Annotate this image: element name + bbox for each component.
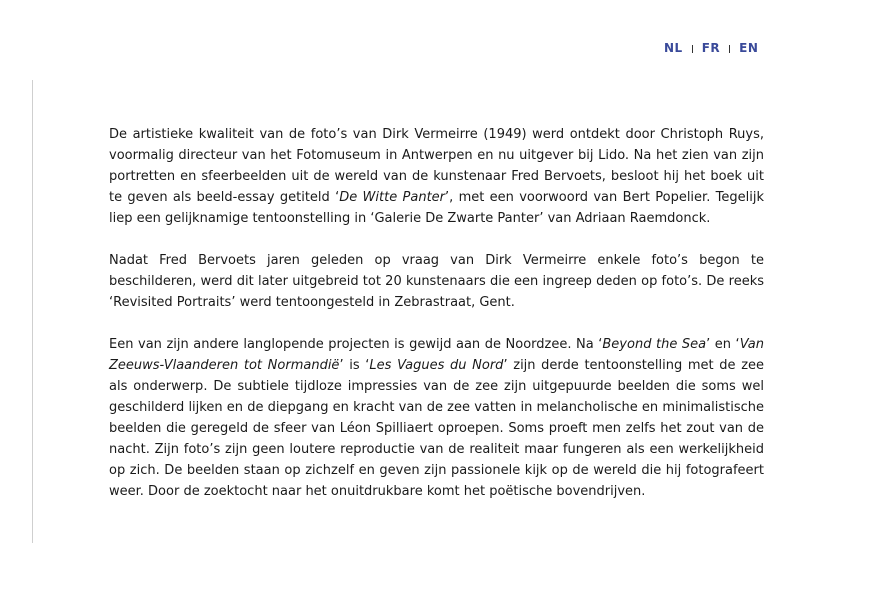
italic-title: Van Zeeuws-Vlaanderen tot Normandië xyxy=(109,337,764,373)
lang-link-en[interactable]: EN xyxy=(739,41,759,55)
lang-separator xyxy=(692,45,693,53)
article-body xyxy=(109,124,764,502)
language-switcher xyxy=(664,41,758,55)
paragraph-3 xyxy=(109,334,764,502)
text-segment: De artistieke kwaliteit van de foto’s van Dirk Vermeirre (1949) werd ontdekt door Christoph Ruys, voormalig directeur van het Fotomuseum in Antwerpen en nu uitgever bij Lido. Na het zien van zijn portretten en sfeerbeelden uit de wereld van de kunstenaar Fred Bervoets, besloot hij het boek uit te geven als beeld-essay getiteld ‘ xyxy=(109,127,764,205)
text-segment: ’ zijn derde tentoonstelling met de zee als onderwerp. De subtiele tijdloze impressies van de zee zijn uitgepuurde beelden die soms wel geschilderd lijken en de diepgang en kracht van de zee vatten in melancholische en minimalistische beelden die geregeld de sfeer van Léon Spilliaert oproepen. Soms proeft men zelfs het zout van de nacht. Zijn foto’s zijn geen loutere reproductie van de realiteit maar fungeren als een werkelijkheid op zich. De beelden staan op zichzelf en geven zijn passionele kijk op de wereld die hij fotografeert weer. Door de zoektocht naar het onuitdrukbare komt het poëtische bovendrijven. xyxy=(109,358,765,499)
paragraph-2 xyxy=(109,250,764,313)
lang-separator xyxy=(729,45,730,53)
italic-title: De Witte Panter xyxy=(339,190,446,205)
paragraph-1 xyxy=(109,124,764,229)
italic-title: Beyond the Sea xyxy=(602,337,707,352)
lang-link-nl[interactable]: NL xyxy=(664,41,683,55)
text-segment: ’ is ‘ xyxy=(339,358,370,373)
left-vertical-rule xyxy=(32,80,33,543)
text-segment: ’, met een voorwoord van Bert Popelier. Tegelijk liep een gelijknamige tentoonstelling in ‘Galerie De Zwarte Panter’ van Adriaan Raemdonck. xyxy=(109,190,764,226)
lang-link-fr[interactable]: FR xyxy=(701,41,721,55)
text-segment: Een van zijn andere langlopende projecten is gewijd aan de Noordzee. Na ‘ xyxy=(109,337,603,352)
text-segment: Nadat Fred Bervoets jaren geleden op vraag van Dirk Vermeirre enkele foto’s begon te beschilderen, werd dit later uitgebreid tot 20 kunstenaars die een ingreep deden op foto’s. De reeks ‘Revisited Portraits’ werd tentoongesteld in Zebrastraat, Gent. xyxy=(109,253,764,310)
italic-title: Les Vagues du Nord xyxy=(369,358,504,373)
text-segment: ’ en ‘ xyxy=(706,337,740,352)
